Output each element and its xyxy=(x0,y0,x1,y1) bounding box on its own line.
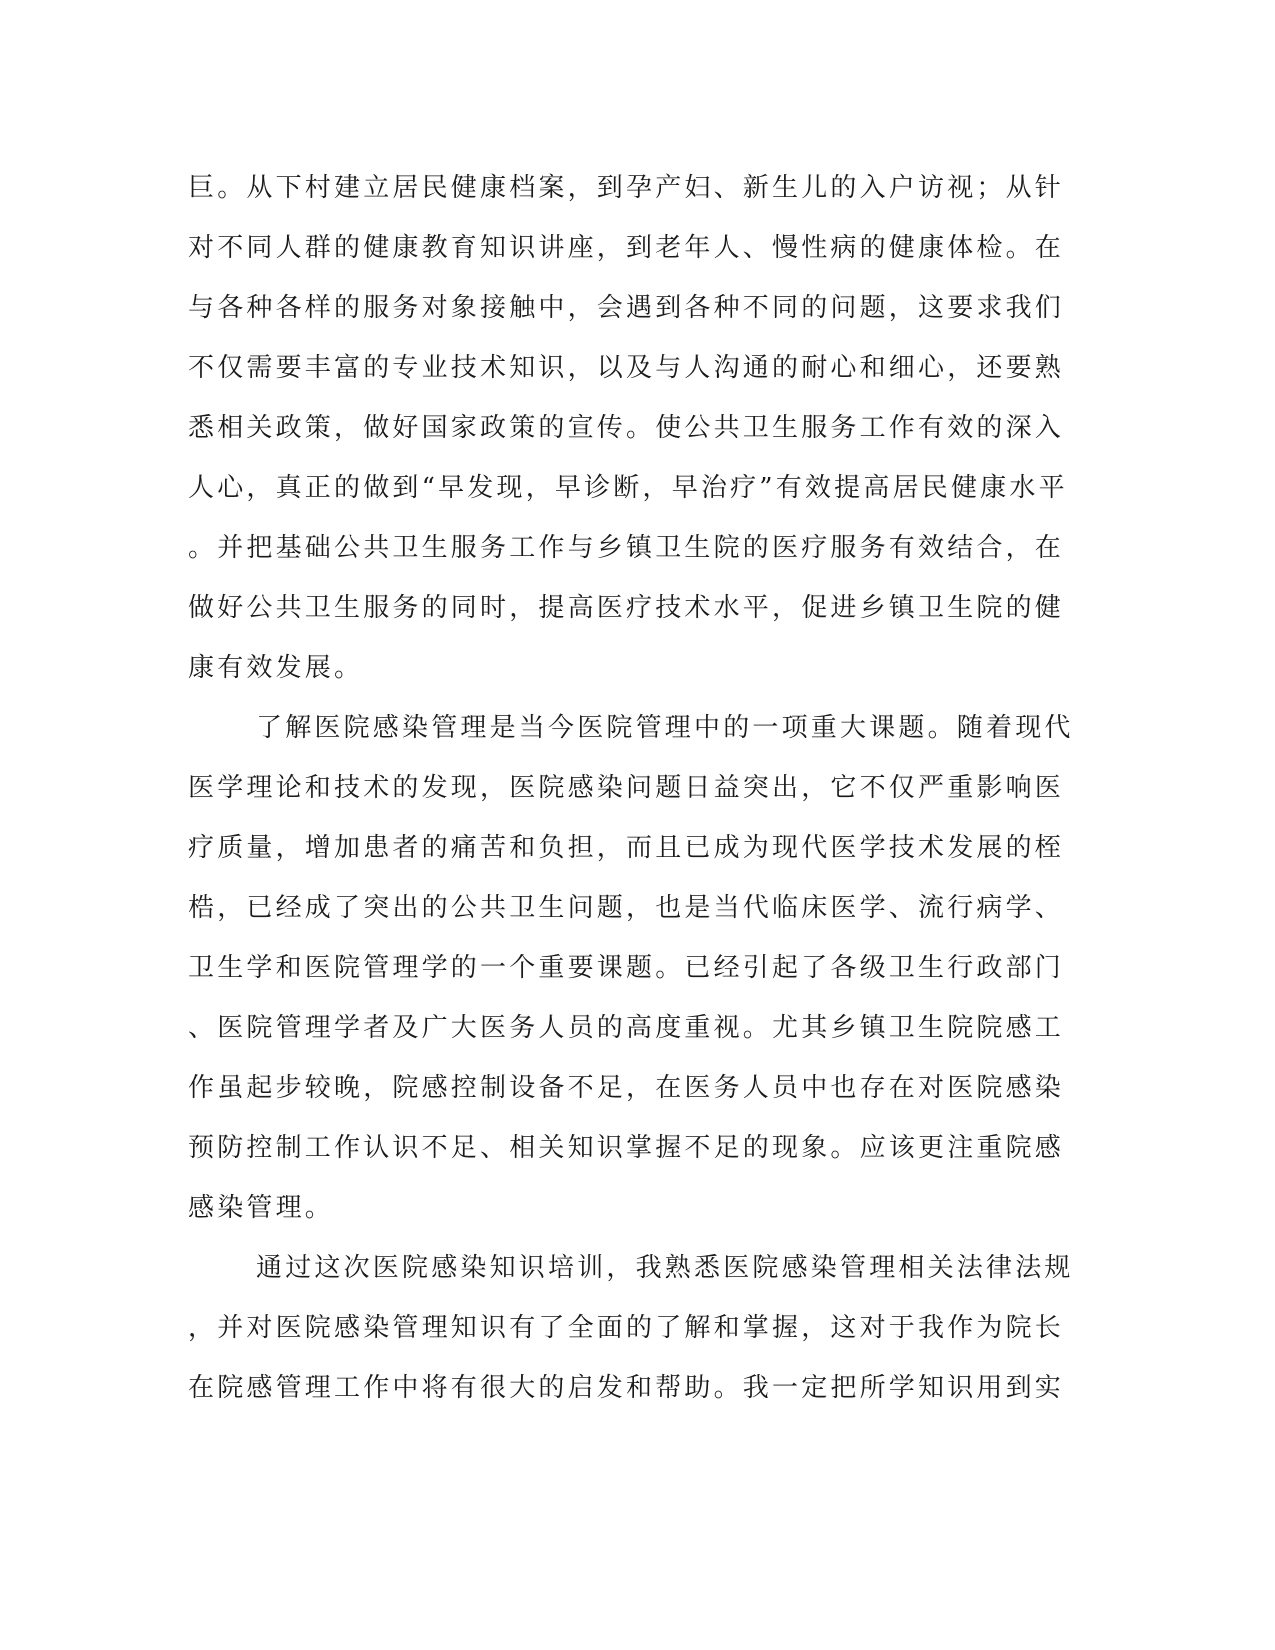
paragraph-line: 卫生学和医院管理学的一个重要课题。已经引起了各级卫生行政部门 xyxy=(188,953,1065,983)
document-body xyxy=(188,158,1088,1418)
paragraph-line: 梏，已经成了突出的公共卫生问题，也是当代临床医学、流行病学、 xyxy=(188,893,1065,923)
paragraph-line: 作虽起步较晚，院感控制设备不足，在医务人员中也存在对医院感染 xyxy=(188,1073,1065,1103)
paragraph-1 xyxy=(188,158,1088,698)
paragraph-line: 预防控制工作认识不足、相关知识掌握不足的现象。应该更注重院感 xyxy=(188,1133,1065,1163)
paragraph-first-line: 了解医院感染管理是当今医院管理中的一项重大课题。随着现代 xyxy=(256,713,1074,743)
paragraph-line: 。并把基础公共卫生服务工作与乡镇卫生院的医疗服务有效结合，在 xyxy=(188,533,1065,563)
paragraph-line: 做好公共卫生服务的同时，提高医疗技术水平，促进乡镇卫生院的健 xyxy=(188,593,1065,623)
paragraph-line: 悉相关政策，做好国家政策的宣传。使公共卫生服务工作有效的深入 xyxy=(188,413,1065,443)
paragraph-line: 在院感管理工作中将有很大的启发和帮助。我一定把所学知识用到实 xyxy=(188,1373,1065,1403)
paragraph-2 xyxy=(188,698,1088,1238)
paragraph-line: 人心，真正的做到“早发现，早诊断，早治疗”有效提高居民健康水平 xyxy=(188,473,1068,503)
paragraph-line: 、医院管理学者及广大医务人员的高度重视。尤其乡镇卫生院院感工 xyxy=(188,1013,1065,1043)
paragraph-line: 巨。从下村建立居民健康档案，到孕产妇、新生儿的入户访视；从针 xyxy=(188,173,1065,203)
paragraph-line: 不仅需要丰富的专业技术知识，以及与人沟通的耐心和细心，还要熟 xyxy=(188,353,1065,383)
paragraph-line: 感染管理。 xyxy=(188,1193,335,1223)
paragraph-first-line: 通过这次医院感染知识培训，我熟悉医院感染管理相关法律法规 xyxy=(256,1253,1074,1283)
paragraph-line: 疗质量，增加患者的痛苦和负担，而且已成为现代医学技术发展的桎 xyxy=(188,833,1065,863)
paragraph-line: 康有效发展。 xyxy=(188,653,364,683)
paragraph-line: 医学理论和技术的发现，医院感染问题日益突出，它不仅严重影响医 xyxy=(188,773,1065,803)
paragraph-line: ，并对医院感染管理知识有了全面的了解和掌握，这对于我作为院长 xyxy=(188,1313,1065,1343)
paragraph-3 xyxy=(188,1238,1088,1418)
paragraph-line: 与各种各样的服务对象接触中，会遇到各种不同的问题，这要求我们 xyxy=(188,293,1065,323)
paragraph-line: 对不同人群的健康教育知识讲座，到老年人、慢性病的健康体检。在 xyxy=(188,233,1065,263)
